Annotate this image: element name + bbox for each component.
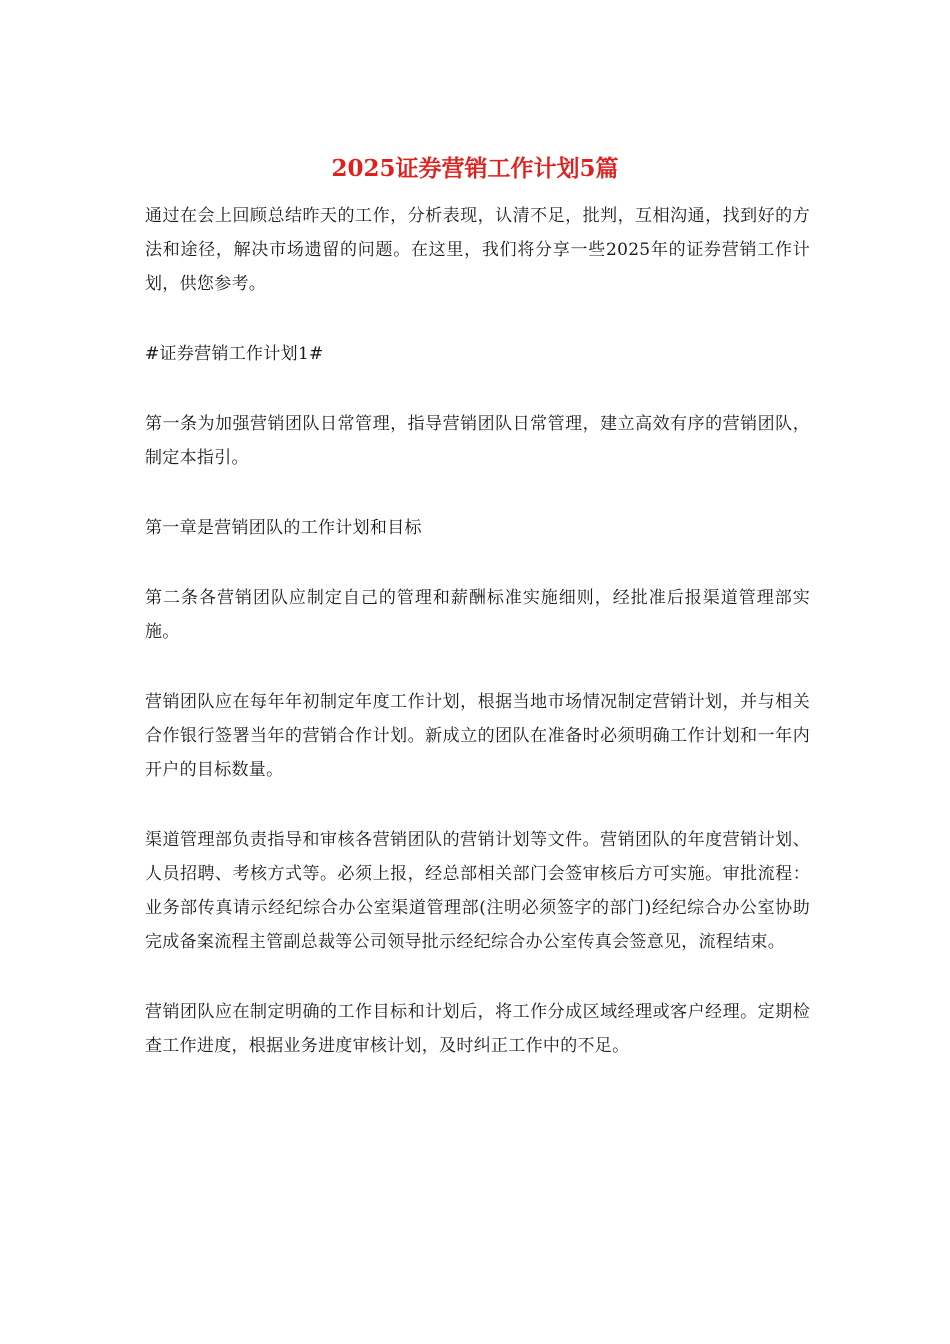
document-body <box>145 199 810 1099</box>
paragraph-review-process: 渠道管理部负责指导和审核各营销团队的营销计划等文件。营销团队的年度营销计划、人员招聘、考核方式等。必须上报，经总部相关部门会签审核后方可实施。审批流程：业务部传真请示经纪综合办公室渠道管理部(注明必须签字的部门)经纪综合办公室协助完成备案流程主管副总裁等公司领导批示经纪综合办公室传真会签意见，流程结束。 <box>145 830 810 952</box>
paragraph-intro: 通过在会上回顾总结昨天的工作，分析表现，认清不足，批判，互相沟通，找到好的方法和途径，解决市场遗留的问题。在这里，我们将分享一些2025年的证券营销工作计划，供您参考。 <box>145 206 810 294</box>
document-title: 2025证券营销工作计划5篇 <box>331 155 619 182</box>
section-heading: #证券营销工作计划1# <box>145 344 324 364</box>
paragraph-article-2: 第二条各营销团队应制定自己的管理和薪酬标准实施细则，经批准后报渠道管理部实施。 <box>145 588 810 642</box>
paragraph-progress-check: 营销团队应在制定明确的工作目标和计划后，将工作分成区域经理或客户经理。定期检查工作进度，根据业务进度审核计划，及时纠正工作中的不足。 <box>145 1002 810 1056</box>
chapter-heading: 第一章是营销团队的工作计划和目标 <box>145 518 422 538</box>
paragraph-article-1: 第一条为加强营销团队日常管理，指导营销团队日常管理，建立高效有序的营销团队，制定本指引。 <box>145 414 810 468</box>
paragraph-annual-plan: 营销团队应在每年年初制定年度工作计划，根据当地市场情况制定营销计划，并与相关合作银行签署当年的营销合作计划。新成立的团队在准备时必须明确工作计划和一年内开户的目标数量。 <box>145 692 810 780</box>
